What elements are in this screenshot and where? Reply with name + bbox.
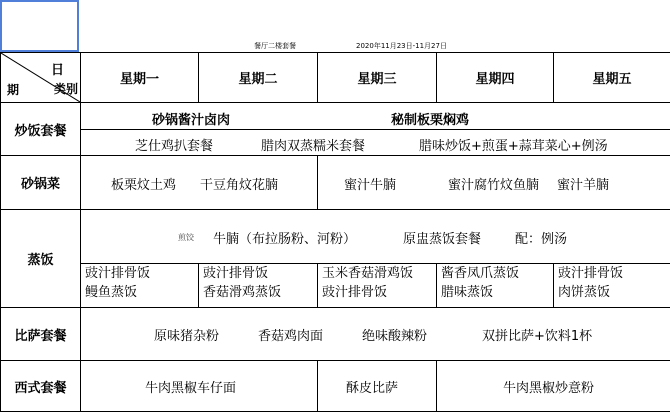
western-item: 牛肉黑椒炒意粉 — [503, 377, 594, 396]
corner-category-label: 类别 — [54, 80, 78, 97]
category-western[interactable]: 西式套餐 — [1, 361, 81, 412]
day-header[interactable]: 星期二 — [199, 53, 318, 103]
western-cell[interactable] — [318, 361, 437, 412]
category-steamed-rice[interactable]: 蒸饭 — [1, 210, 81, 308]
selected-cell[interactable] — [0, 0, 79, 52]
day-header[interactable]: 星期五 — [554, 53, 670, 103]
clay-pot-item: 干豆角炆花腩 — [200, 174, 278, 193]
corner-period-label: 期 — [7, 81, 19, 98]
fried-rice-cell[interactable] — [81, 103, 670, 156]
steamed-rice-item: 豉汁排骨饭 — [558, 266, 623, 281]
fried-rice-item: 腊肉双蒸糯米套餐 — [261, 135, 365, 154]
steamed-rice-item: 腊味蒸饭 — [441, 285, 493, 300]
day-header[interactable]: 星期三 — [318, 53, 437, 103]
steamed-rice-day-cell[interactable] — [318, 264, 437, 308]
corner-day-label: 日 — [51, 59, 64, 78]
steamed-rice-day-cell[interactable] — [554, 264, 670, 308]
steamed-rice-item: 酱香凤爪蒸饭 — [441, 266, 519, 281]
pizza-item: 香菇鸡肉面 — [258, 325, 323, 344]
clay-pot-item: 蜜汁羊腩 — [557, 174, 609, 193]
western-item: 酥皮比萨 — [346, 377, 398, 396]
clay-pot-item: 蜜汁腐竹炆鱼腩 — [448, 174, 539, 193]
pizza-cell[interactable] — [81, 308, 670, 361]
corner-header-cell — [1, 53, 81, 103]
fried-rice-item: 芝仕鸡扒套餐 — [135, 135, 213, 154]
fried-rice-item: 砂锅酱汁卤肉 — [152, 109, 230, 128]
day-header[interactable]: 星期四 — [437, 53, 554, 103]
steamed-rice-day-cell[interactable] — [199, 264, 318, 308]
steamed-rice-item: 豉汁排骨饭 — [85, 266, 150, 281]
steamed-rice-item: 香菇滑鸡蒸饭 — [203, 285, 281, 300]
clay-pot-cell-left[interactable] — [81, 156, 318, 210]
category-fried-rice[interactable]: 炒饭套餐 — [1, 103, 81, 156]
clay-pot-item: 板栗炆土鸡 — [111, 174, 176, 193]
day-header[interactable]: 星期一 — [81, 53, 199, 103]
steamed-rice-top-cell[interactable] — [81, 210, 670, 264]
pizza-item: 原味猪杂粉 — [154, 325, 219, 344]
pizza-item: 双拼比萨+饮料1杯 — [482, 325, 592, 344]
steamed-rice-day-cell[interactable] — [81, 264, 199, 308]
clay-pot-cell-right[interactable] — [318, 156, 670, 210]
western-cell[interactable] — [437, 361, 670, 412]
sheet-title — [80, 40, 670, 52]
fried-rice-item: 秘制板栗焖鸡 — [391, 109, 469, 128]
steamed-rice-item: 玉米香菇滑鸡饭 — [322, 266, 413, 281]
western-item: 牛肉黑椒车仔面 — [145, 377, 236, 396]
fried-rice-item: 腊味炒饭+煎蛋+蒜茸菜心+例汤 — [419, 135, 608, 154]
steamed-rice-item: 牛腩（布拉肠粉、河粉） — [213, 228, 356, 247]
steamed-rice-item: 豉汁排骨饭 — [203, 266, 268, 281]
steamed-rice-item: 豉汁排骨饭 — [322, 285, 387, 300]
steamed-rice-item: 肉饼蒸饭 — [558, 285, 610, 300]
steamed-rice-item: 鳗鱼蒸饭 — [85, 285, 137, 300]
menu-table — [0, 52, 670, 412]
clay-pot-item: 蜜汁牛腩 — [344, 174, 396, 193]
steamed-rice-item: 配：例汤 — [515, 228, 567, 247]
title-date-range: 2020年11月23日-11月27日 — [356, 40, 447, 52]
category-pizza[interactable]: 比萨套餐 — [1, 308, 81, 361]
western-cell[interactable] — [81, 361, 318, 412]
steamed-rice-note: 煎饺 — [178, 232, 194, 243]
steamed-rice-day-cell[interactable] — [437, 264, 554, 308]
title-place: 餐厅二楼套餐 — [254, 40, 296, 52]
category-clay-pot[interactable]: 砂锅菜 — [1, 156, 81, 210]
steamed-rice-item: 原盅蒸饭套餐 — [403, 228, 481, 247]
pizza-item: 绝味酸辣粉 — [362, 325, 427, 344]
